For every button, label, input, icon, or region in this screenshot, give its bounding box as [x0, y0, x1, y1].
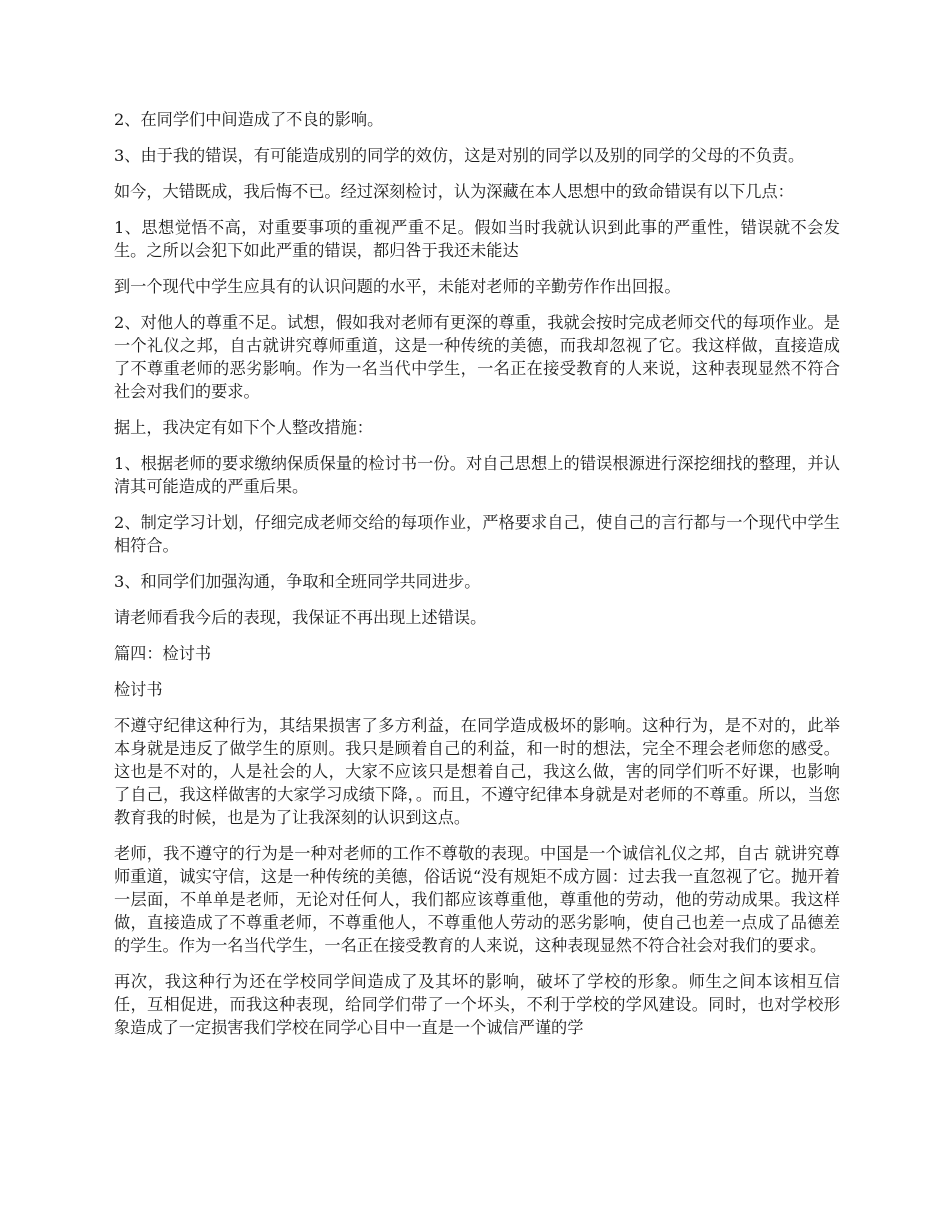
- paragraph: 老师，我不遵守的行为是一种对老师的工作不尊敬的表现。中国是一个诚信礼仪之邦，自古 就讲究尊师重道，诚实守信，这是一种传统的美德，俗话说“没有规矩不成方圆：过去我一直忽视了它。抛开着一层面，不单单是老师，无论对任何人，我们都应该尊重他，尊重他的劳动，他的劳动成果。我这样做，直接造成了不尊重老师，不尊重他人，不尊重他人劳动的恶劣影响，使自己也差一点成了品德差的学生。作为一名当代学生，一名正在接受教育的人来说，这种表现显然不符合社会对我们的要求。: [114, 844, 840, 955]
- paragraph: 如今，大错既成，我后悔不已。经过深刻检讨，认为深藏在本人思想中的致命错误有以下几点：: [114, 182, 794, 201]
- paragraph: 2、制定学习计划，仔细完成老师交给的每项作业，严格要求自己，使自己的言行都与一个现代中学生相符合。: [114, 513, 840, 555]
- paragraph: 1、根据老师的要求缴纳保质保量的检讨书一份。对自己思想上的错误根源进行深挖细找的整理，并认清其可能造成的严重后果。: [114, 454, 840, 496]
- paragraph: 2、在同学们中间造成了不良的影响。: [114, 110, 384, 129]
- paragraph: 2、对他人的尊重不足。试想，假如我对老师有更深的尊重，我就会按时完成老师交代的每项作业。是一个礼仪之邦，自古就讲究尊师重道，这是一种传统的美德，而我却忽视了它。我这样做，直接造成了不尊重老师的恶劣影响。作为一名当代中学生，一名正在接受教育的人来说，这种表现显然不符合社会对我们的要求。: [114, 313, 840, 401]
- paragraph: 再次，我这种行为还在学校同学间造成了及其坏的影响，破坏了学校的形象。师生之间本该相互信任，互相促进，而我这种表现，给同学们带了一个坏头，不利于学校的学风建设。同时，也对学校形象造成了一定损害我们学校在同学心目中一直是一个诚信严谨的学: [114, 972, 840, 1037]
- paragraph: 到一个现代中学生应具有的认识问题的水平，未能对老师的辛勤劳作作出回报。: [114, 277, 681, 296]
- paragraph: 3、和同学们加强沟通，争取和全班同学共同进步。: [114, 572, 481, 591]
- paragraph: 3、由于我的错误，有可能造成别的同学的效仿，这是对别的同学以及别的同学的父母的不负责。: [114, 146, 805, 165]
- document-page: [114, 108, 840, 1052]
- paragraph: 1、思想觉悟不高，对重要事项的重视严重不足。假如当时我就认识到此事的严重性，错误就不会发生。之所以会犯下如此严重的错误，都归咎于我还未能达: [114, 218, 840, 260]
- section-heading: 篇四：检讨书: [114, 644, 212, 663]
- paragraph: 不遵守纪律这种行为，其结果损害了多方利益，在同学造成极坏的影响。这种行为，是不对的，此举本身就是违反了做学生的原则。我只是顾着自己的利益，和一时的想法，完全不理会老师您的感受。这也是不对的，人是社会的人，大家不应该只是想着自己，我这么做，害的同学们听不好课，也影响了自己，我这样做害的大家学习成绩下降，。而且，不遵守纪律本身就是对老师的不尊重。所以，当您教育我的时候，也是为了让我深刻的认识到这点。: [114, 716, 840, 827]
- paragraph: 请老师看我今后的表现，我保证不再出现上述错误。: [114, 608, 487, 627]
- document-title: 检讨书: [114, 680, 163, 699]
- paragraph: 据上，我决定有如下个人整改措施：: [114, 418, 373, 437]
